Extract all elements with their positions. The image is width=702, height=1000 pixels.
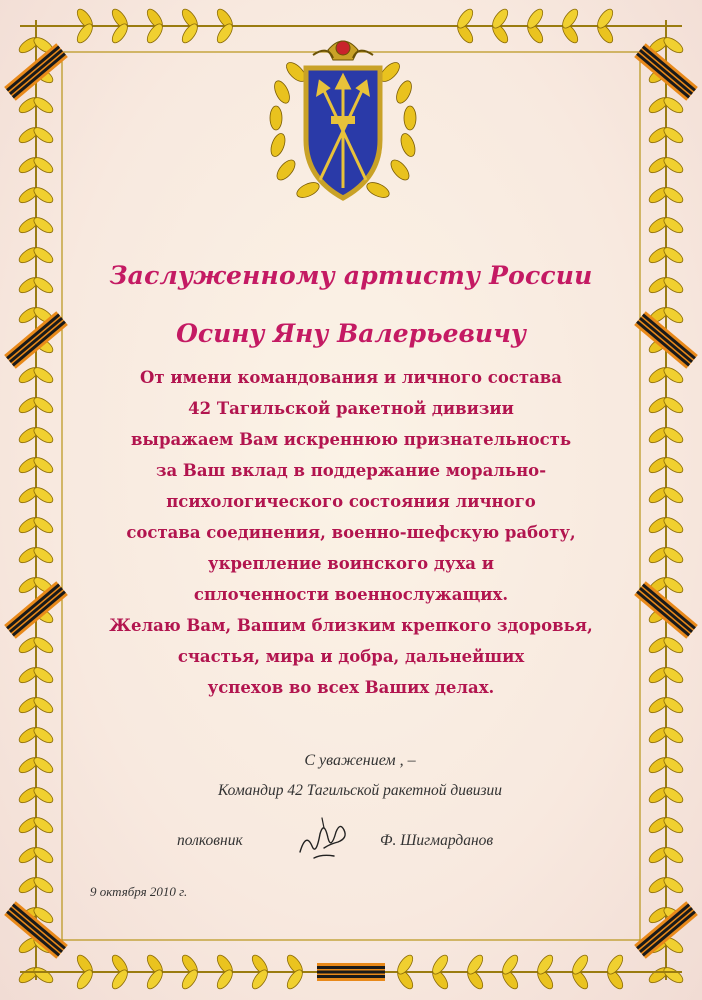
signer-name: Ф. Шигмарданов <box>380 832 494 849</box>
recipient-title: Заслуженному артисту России <box>109 261 593 290</box>
message-line: психологического состояния личного <box>166 492 536 511</box>
message-line: за Ваш вклад в поддержание морально- <box>155 461 547 480</box>
message-line: От имени командования и личного состава <box>140 368 562 387</box>
issue-date: 9 октября 2010 г. <box>90 884 188 899</box>
message-line: счастья, мира и добра, дальнейших <box>177 647 525 666</box>
closing-phrase: С уважением , – <box>304 752 416 769</box>
signer-rank: полковник <box>177 832 243 849</box>
message-line: выражаем Вам искреннюю признательность <box>130 430 572 449</box>
gratitude-message <box>70 362 632 703</box>
certificate-text <box>70 258 632 703</box>
handwritten-signature <box>294 812 354 864</box>
message-line: сплоченности военнослужащих. <box>193 585 509 604</box>
division-emblem <box>258 20 428 220</box>
message-line: состава соединения, военно-шефскую работу, <box>126 523 576 542</box>
message-line: 42 Тагильской ракетной дивизии <box>188 399 514 418</box>
recipient-name: Осину Яну Валерьевичу <box>176 319 526 348</box>
message-line: укрепление воинского духа и <box>208 554 494 573</box>
signer-position: Командир 42 Тагильской ракетной дивизии <box>217 782 503 799</box>
message-line: успехов во всех Ваших делах. <box>207 678 495 697</box>
message-line: Желаю Вам, Вашим близким крепкого здоровья, <box>109 616 593 635</box>
signature-block <box>150 748 570 804</box>
